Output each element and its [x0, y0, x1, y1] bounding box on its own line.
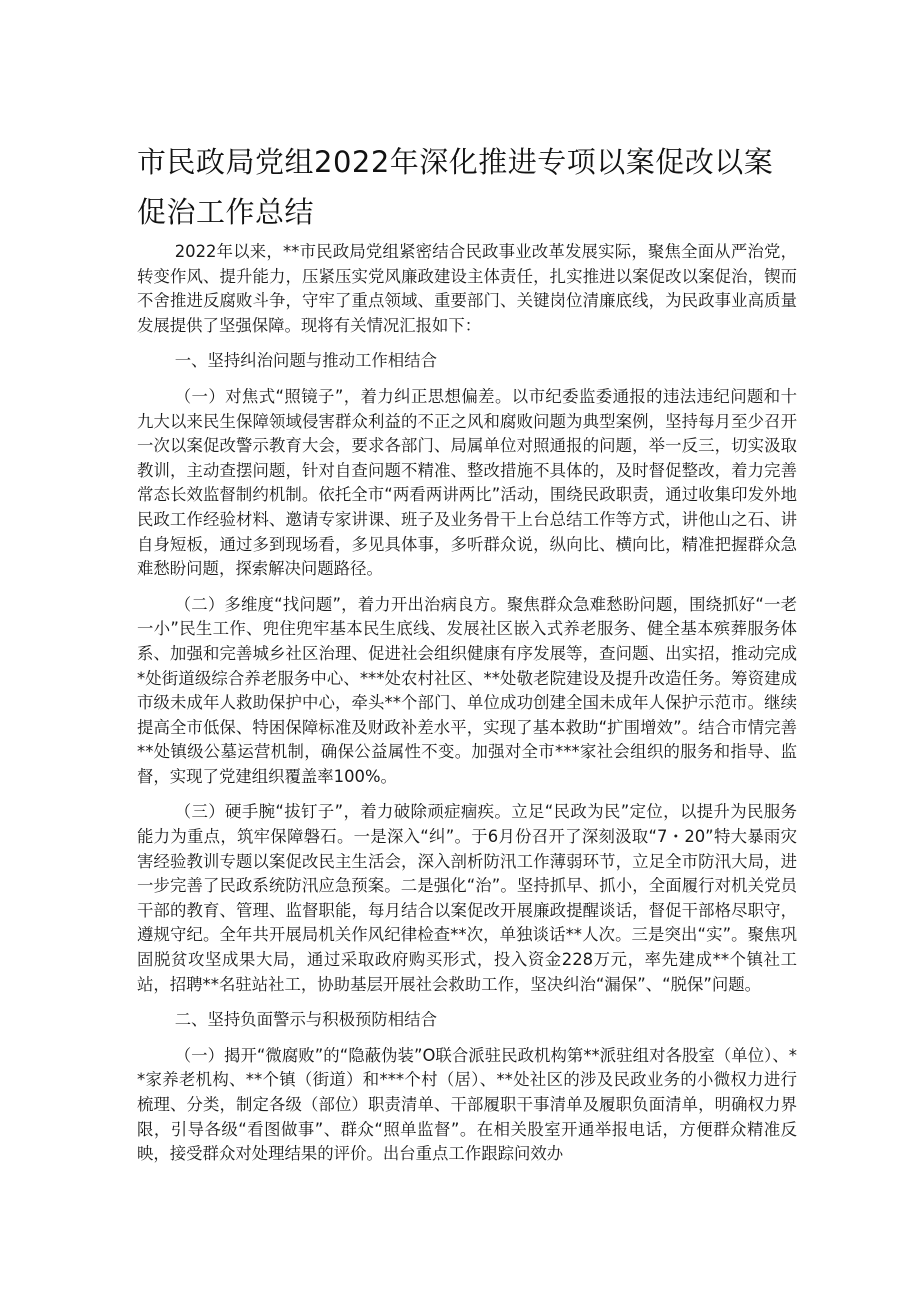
document-body [137, 240, 797, 1178]
section-heading-2: 二、坚持负面警示与积极预防相结合 [174, 1010, 437, 1030]
body-paragraph: （三）硬手腕“拔钉子”，着力破除顽症痼疾。立足“民政为民”定位，以提升为民服务能力为重点，筑牢保障磐石。一是深入“纠”。于6月份召开了深刻汲取“7・20”特大暴雨灾害经验教训专题以案促改民主生活会，深入剖析防汛工作薄弱环节，立足全市防汛大局，进一步完善了民政系统防汛应急预案。二是强化“治”。坚持抓早、抓小，全面履行对机关党员干部的教育、管理、监督职能，每月结合以案促改开展廉政提醒谈话，督促干部格尽职守，遵规守纪。全年共开展局机关作风纪律检查**次，单独谈话**人次。三是突出“实”。聚焦巩固脱贫攻坚成果大局，通过采取政府购买形式，投入资金228万元，率先建成**个镇社工站，招聘**名驻站社工，协助基层开展社会救助工作，坚决纠治“漏保”、“脱保”问题。 [137, 802, 797, 994]
intro-paragraph: 2022年以来，**市民政局党组紧密结合民政事业改革发展实际，聚焦全面从严治党，转变作风、提升能力，压紧压实党风廉政建设主体责任，扎实推进以案促改以案促治，锲而不舍推进反腐败斗争，守牢了重点领域、重要部门、关键岗位清廉底线，为民政事业高质量发展提供了坚强保障。现将有关情况汇报如下： [137, 242, 797, 335]
body-paragraph: （二）多维度“找问题”，着力开出治病良方。聚焦群众急难愁盼问题，围绕抓好“一老一小”民生工作、兜住兜牢基本民生底线、发展社区嵌入式养老服务、健全基本殡葬服务体系、加强和完善城乡社区治理、促进社会组织健康有序发展等，查问题、出实招，推动完成*处街道级综合养老服务中心、***处农村社区、**处敬老院建设及提升改造任务。筹资建成市级未成年人救助保护中心，牵头**个部门、单位成功创建全国未成年人保护示范市。继续提高全市低保、特困保障标准及财政补差水平，实现了基本救助“扩围增效”。结合市情完善**处镇级公墓运营机制，确保公益属性不变。加强对全市***家社会组织的服务和指导、监督，实现了党建组织覆盖率100%。 [137, 594, 797, 786]
body-paragraph: （一）对焦式“照镜子”，着力纠正思想偏差。以市纪委监委通报的违法违纪问题和十九大以来民生保障领域侵害群众利益的不正之风和腐败问题为典型案例，坚持每月至少召开一次以案促改警示教育大会，要求各部门、局属单位对照通报的问题，举一反三，切实汲取教训，主动查摆问题，针对自查问题不精准、整改措施不具体的，及时督促整改，着力完善常态长效监督制约机制。依托全市“两看两讲两比”活动，围绕民政职责，通过收集印发外地民政工作经验材料、邀请专家讲课、班子及业务骨干上台总结工作等方式，讲他山之石、讲自身短板，通过多到现场看，多见具体事，多听群众说，纵向比、横向比，精准把握群众急难愁盼问题，探索解决问题路径。 [137, 386, 797, 579]
body-paragraph: （一）揭开“微腐败”的“隐蔽伪装”O联合派驻民政机构第**派驻组对各股室（单位）、**家养老机构、**个镇（街道）和***个村（居）、**处社区的涉及民政业务的小微权力进行梳理、分类，制定各级（部位）职责清单、干部履职干事清单及履职负面清单，明确权力界限，引导各级“看图做事”、群众“照单监督”。在相关股室开通举报电话，方便群众精准反映，接受群众对处理结果的评价。出台重点工作跟踪问效办 [137, 1045, 797, 1164]
document-title: 市民政局党组2022年深化推进专项以案促改以案促治工作总结 [137, 145, 774, 229]
section-heading-1: 一、坚持纠治问题与推动工作相结合 [174, 351, 437, 371]
